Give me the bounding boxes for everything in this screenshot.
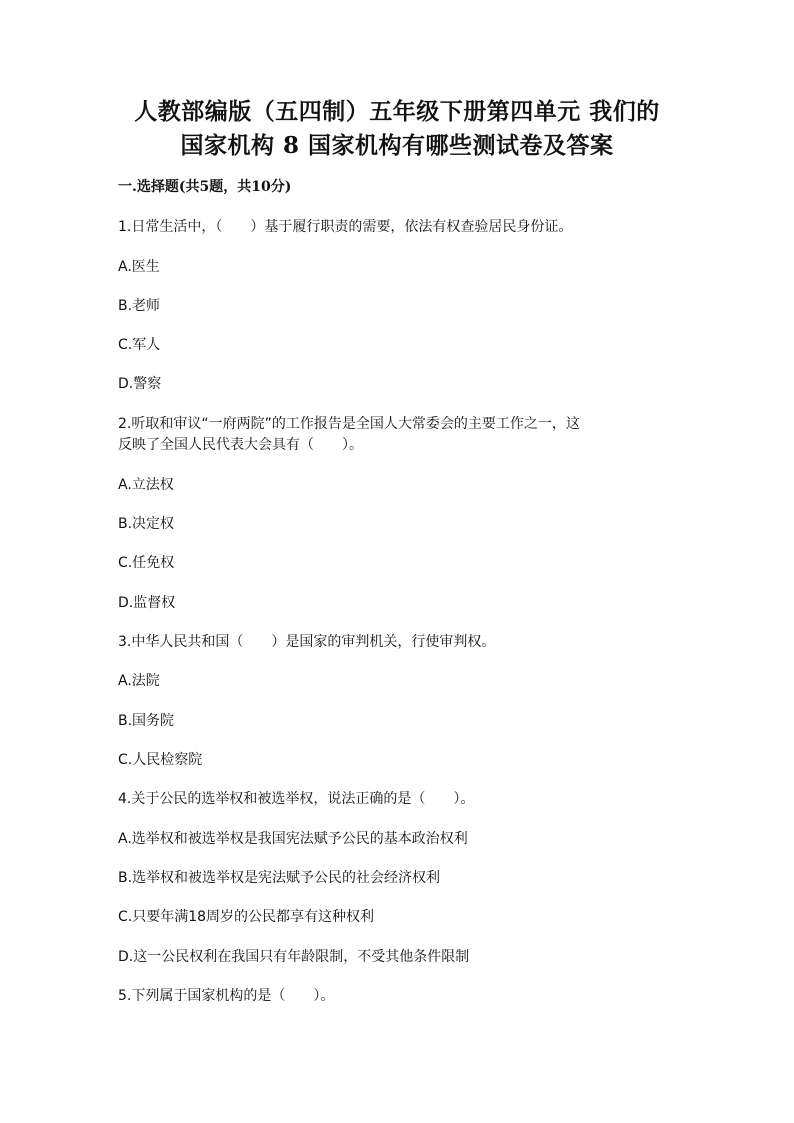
question-2-option-d: D.监督权	[118, 595, 176, 611]
question-1-option-c: C.军人	[118, 337, 161, 353]
question-1-text: 1.日常生活中，（ ）基于履行职责的需要，依法有权查验居民身份证。	[118, 219, 573, 235]
question-4-option-b: B.选举权和被选举权是宪法赋予公民的社会经济权利	[118, 870, 441, 886]
section-heading: 一.选择题(共5题，共10分)	[118, 179, 292, 195]
question-2-option-c: C.任免权	[118, 555, 175, 571]
page-title	[60, 95, 734, 163]
question-3-option-a: A.法院	[118, 673, 160, 689]
question-4-option-d: D.这一公民权利在我国只有年龄限制，不受其他条件限制	[118, 949, 470, 965]
question-3-option-b: B.国务院	[118, 713, 175, 729]
question-3-text: 3.中华人民共和国（ ）是国家的审判机关，行使审判权。	[118, 634, 496, 650]
question-2-text	[118, 414, 678, 456]
question-5-text: 5.下列属于国家机构的是（ ）。	[118, 988, 335, 1004]
question-4-option-a: A.选举权和被选举权是我国宪法赋予公民的基本政治权利	[118, 831, 468, 847]
question-4-option-c: C.只要年满18周岁的公民都享有这种权利	[118, 909, 375, 925]
question-2-option-a: A.立法权	[118, 477, 174, 493]
question-4-text: 4.关于公民的选举权和被选举权，说法正确的是（ ）。	[118, 791, 475, 807]
question-1-option-a: A.医生	[118, 259, 160, 275]
question-2-text-line-1: 2.听取和审议“一府两院”的工作报告是全国人大常委会的主要工作之一，这	[118, 416, 580, 432]
question-2-text-line-2: 反映了全国人民代表大会具有（ ）。	[118, 437, 363, 453]
title-line-2: 国家机构 8 国家机构有哪些测试卷及答案	[180, 132, 614, 159]
question-1-option-b: B.老师	[118, 298, 161, 314]
question-2-option-b: B.决定权	[118, 516, 175, 532]
title-line-1: 人教部编版（五四制）五年级下册第四单元 我们的	[134, 98, 660, 125]
question-3-option-c: C.人民检察院	[118, 752, 203, 768]
question-1-option-d: D.警察	[118, 376, 162, 392]
